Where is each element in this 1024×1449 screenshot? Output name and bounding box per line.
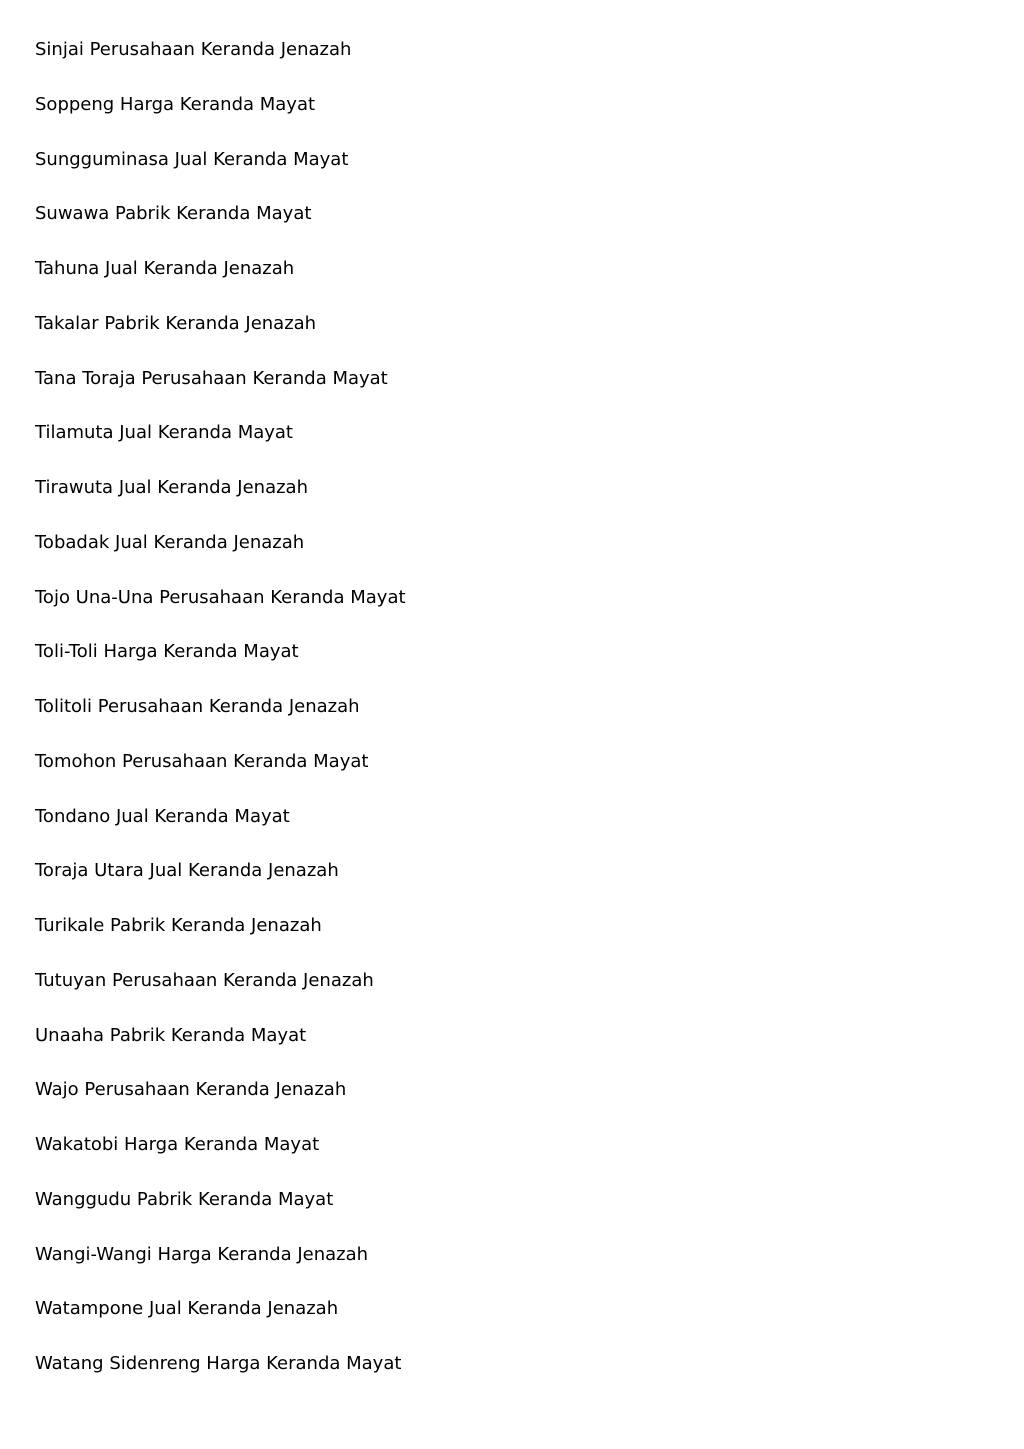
- list-item: Toli-Toli Harga Keranda Mayat: [35, 641, 299, 663]
- list-item: Wakatobi Harga Keranda Mayat: [35, 1134, 320, 1155]
- list-item: Tilamuta Jual Keranda Mayat: [35, 422, 293, 444]
- list-item: Suwawa Pabrik Keranda Mayat: [35, 203, 312, 225]
- list-item: Unaaha Pabrik Keranda Mayat: [35, 1024, 307, 1046]
- list-item: Takalar Pabrik Keranda Jenazah: [35, 312, 317, 334]
- list-item: Soppeng Harga Keranda Mayat: [35, 93, 316, 115]
- list-item: Tolitoli Perusahaan Keranda Jenazah: [35, 696, 360, 717]
- list-item: Tomohon Perusahaan Keranda Mayat: [35, 750, 369, 772]
- list-item: Tondano Jual Keranda Mayat: [35, 805, 290, 827]
- list-item: Tahuna Jual Keranda Jenazah: [35, 258, 295, 279]
- list-item: Tana Toraja Perusahaan Keranda Mayat: [35, 367, 388, 389]
- list-item: Sinjai Perusahaan Keranda Jenazah: [35, 39, 352, 60]
- list-item: Tojo Una-Una Perusahaan Keranda Mayat: [35, 586, 406, 608]
- list-item: Tutuyan Perusahaan Keranda Jenazah: [35, 969, 374, 991]
- list-item: Tobadak Jual Keranda Jenazah: [35, 531, 305, 553]
- list-item: Tirawuta Jual Keranda Jenazah: [35, 477, 308, 498]
- list-item: Wangi-Wangi Harga Keranda Jenazah: [35, 1243, 369, 1265]
- list-item: Watampone Jual Keranda Jenazah: [35, 1298, 339, 1320]
- list-item: Wajo Perusahaan Keranda Jenazah: [35, 1079, 347, 1101]
- text-list: [35, 36, 406, 1405]
- list-item: Watang Sidenreng Harga Keranda Mayat: [35, 1353, 402, 1374]
- list-item: Turikale Pabrik Keranda Jenazah: [35, 915, 322, 936]
- list-item: Sungguminasa Jual Keranda Mayat: [35, 148, 349, 170]
- list-item: Wanggudu Pabrik Keranda Mayat: [35, 1188, 334, 1210]
- list-item: Toraja Utara Jual Keranda Jenazah: [35, 860, 339, 882]
